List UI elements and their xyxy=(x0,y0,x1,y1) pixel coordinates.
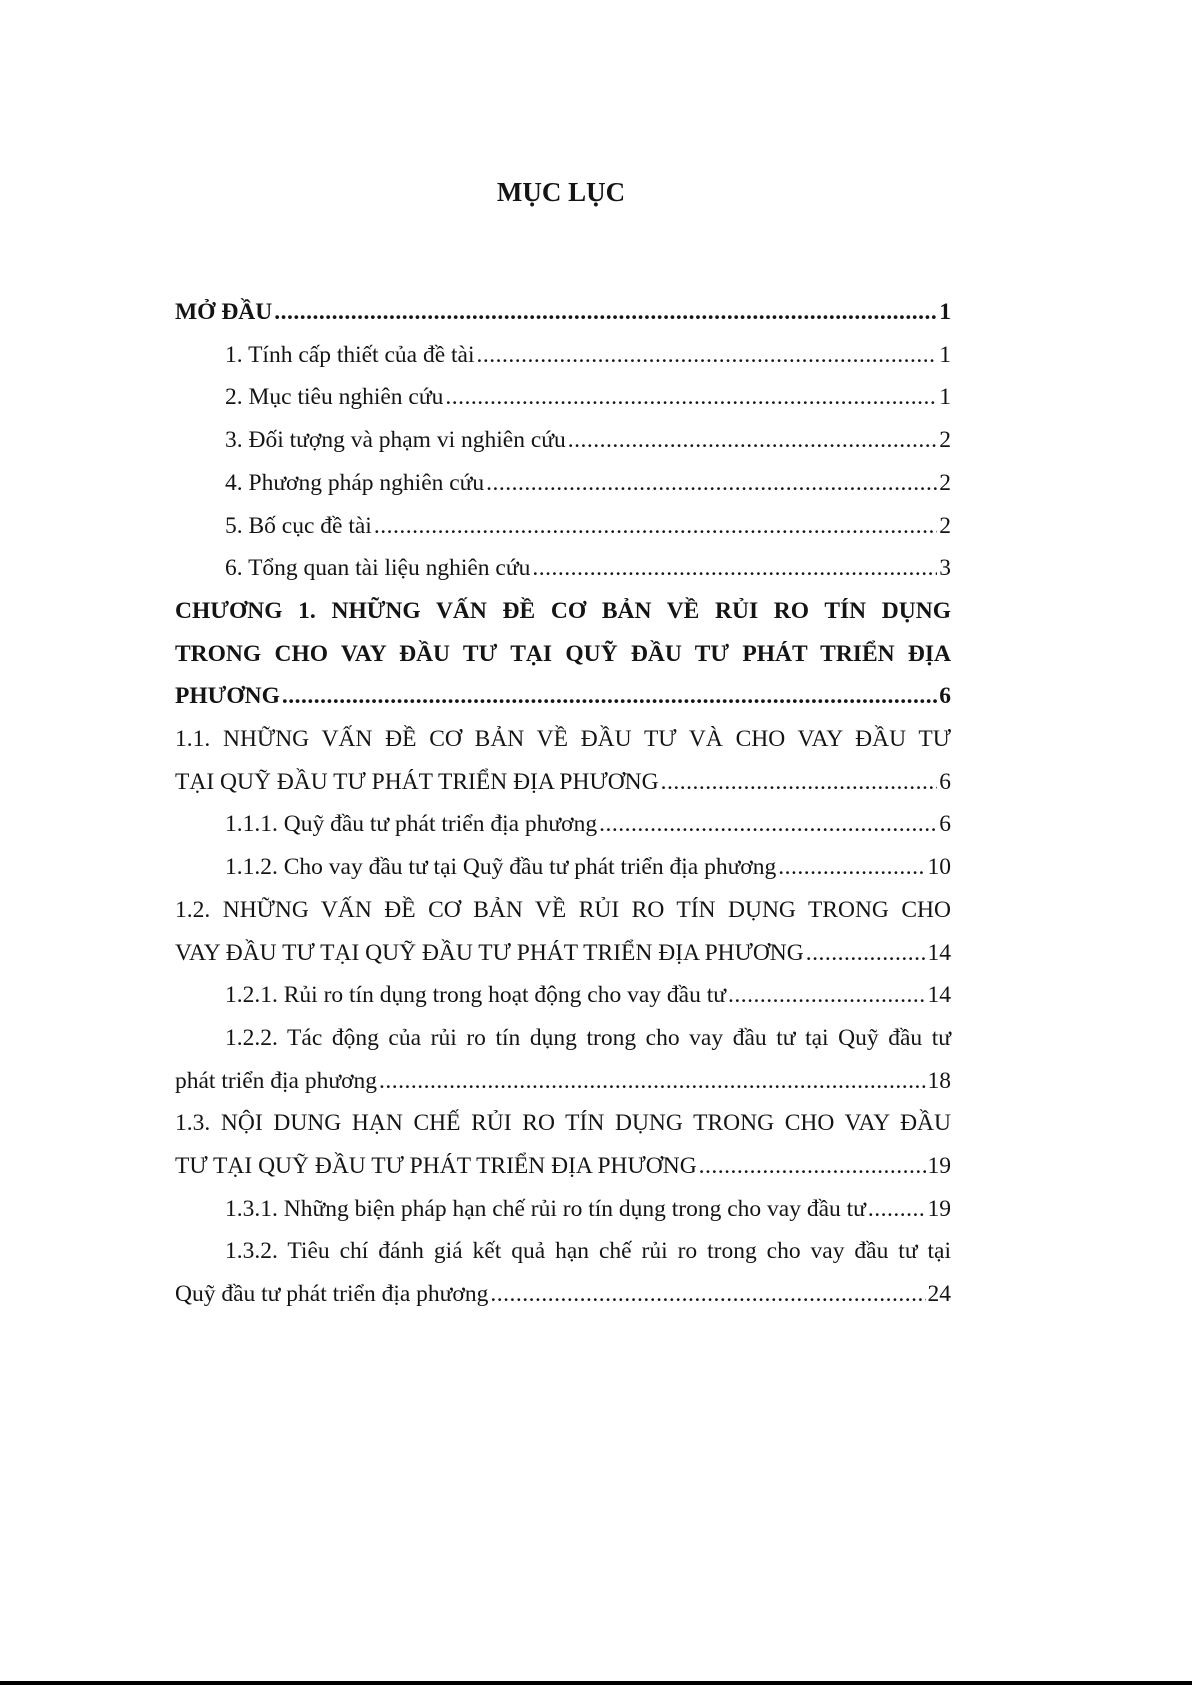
toc-entry-4[interactable] xyxy=(175,462,951,505)
toc-page-number: 3 xyxy=(939,555,951,582)
toc-entry-title-line: TƯ TẠI QUỸ ĐẦU TƯ PHÁT TRIỂN ĐỊA PHƯƠNG xyxy=(175,1153,697,1180)
toc-entry-1-1-2[interactable] xyxy=(175,846,951,889)
toc-entry-title-line: 1.1. NHỮNG VẤN ĐỀ CƠ BẢN VỀ ĐẦU TƯ VÀ CHO VAY ĐẦU TƯ xyxy=(175,726,951,753)
toc-entry-2[interactable] xyxy=(175,376,951,419)
toc-entry-title: 4. Phương pháp nghiên cứu xyxy=(225,469,485,496)
toc-entry-6[interactable] xyxy=(175,547,951,590)
toc-page-number: 14 xyxy=(927,982,951,1009)
toc-entry-1-3-1[interactable] xyxy=(175,1188,951,1231)
toc-entry-title: 3. Đối tượng và phạm vi nghiên cứu xyxy=(225,427,566,454)
toc-entry-3[interactable] xyxy=(175,419,951,462)
toc-entry-title-line: TRONG CHO VAY ĐẦU TƯ TẠI QUỸ ĐẦU TƯ PHÁT TRIỂN ĐỊA xyxy=(175,640,951,667)
toc-leader-dots xyxy=(568,419,938,462)
toc-entry-title: 2. Mục tiêu nghiên cứu xyxy=(225,384,444,411)
toc-entry-1-2[interactable] xyxy=(175,889,951,974)
toc-page-number: 6 xyxy=(939,768,951,795)
toc-leader-dots xyxy=(699,1145,926,1188)
toc-page-number: 24 xyxy=(927,1281,951,1308)
toc-entry-1-2-1[interactable] xyxy=(175,974,951,1017)
toc-leader-dots xyxy=(282,675,937,718)
toc-leader-dots xyxy=(274,291,937,334)
toc-page-number: 10 xyxy=(927,854,951,881)
toc-page-number: 14 xyxy=(927,939,951,966)
toc-entry-title: MỞ ĐẦU xyxy=(175,299,273,325)
page-title: MỤC LỤC xyxy=(496,177,626,207)
toc-entry-title-line: PHƯƠNG xyxy=(175,683,280,710)
toc-page-number: 6 xyxy=(939,811,951,838)
toc-page-number: 19 xyxy=(927,1153,951,1180)
toc-entry-title: 5. Bố cục đề tài xyxy=(225,512,372,539)
toc-leader-dots xyxy=(445,376,937,419)
table-of-contents xyxy=(175,291,951,1316)
toc-entry-1-3[interactable] xyxy=(175,1102,951,1187)
toc-entry-mo-dau[interactable] xyxy=(175,291,951,334)
toc-page-number: 1 xyxy=(939,299,951,325)
toc-entry-title: 1.1.2. Cho vay đầu tư tại Quỹ đầu tư phát triển địa phương xyxy=(225,854,777,881)
toc-leader-dots xyxy=(490,1273,925,1316)
toc-leader-dots xyxy=(379,1060,925,1103)
toc-leader-dots xyxy=(868,1188,926,1231)
toc-page-number: 2 xyxy=(939,469,951,496)
toc-entry-title: 1.1.1. Quỹ đầu tư phát triển địa phương xyxy=(225,811,598,838)
toc-page-number: 1 xyxy=(939,384,951,411)
toc-entry-title-line: Quỹ đầu tư phát triển địa phương xyxy=(175,1281,489,1308)
toc-entry-chapter-1[interactable] xyxy=(175,590,951,718)
toc-entry-title: 1. Tính cấp thiết của đề tài xyxy=(225,341,475,368)
toc-entry-title-line: 1.2.2. Tác động của rủi ro tín dụng trong cho vay đầu tư tại Quỹ đầu tư xyxy=(225,1024,951,1051)
toc-leader-dots xyxy=(661,761,938,804)
toc-leader-dots xyxy=(806,932,926,975)
toc-leader-dots xyxy=(532,547,937,590)
toc-entry-title: 6. Tổng quan tài liệu nghiên cứu xyxy=(225,555,531,582)
page-bottom-border xyxy=(0,1681,1192,1685)
toc-page-number: 18 xyxy=(927,1067,951,1094)
toc-entry-5[interactable] xyxy=(175,505,951,548)
toc-entry-title-line: 1.3.2. Tiêu chí đánh giá kết quả hạn chế rủi ro trong cho vay đầu tư tại xyxy=(225,1238,951,1265)
toc-page-number: 2 xyxy=(939,512,951,539)
toc-leader-dots xyxy=(778,846,925,889)
toc-leader-dots xyxy=(374,505,937,548)
toc-entry-1-3-2[interactable] xyxy=(175,1230,951,1315)
toc-leader-dots xyxy=(728,974,926,1017)
toc-entry-title-line: phát triển địa phương xyxy=(175,1067,378,1094)
toc-page-number: 6 xyxy=(939,683,951,710)
toc-leader-dots xyxy=(486,462,937,505)
toc-leader-dots xyxy=(477,334,938,377)
toc-entry-title-line: 1.3. NỘI DUNG HẠN CHẾ RỦI RO TÍN DỤNG TRONG CHO VAY ĐẦU xyxy=(175,1110,951,1137)
toc-entry-1-2-2[interactable] xyxy=(175,1017,951,1102)
toc-entry-title-line: 1.2. NHỮNG VẤN ĐỀ CƠ BẢN VỀ RỦI RO TÍN DỤNG TRONG CHO xyxy=(175,896,951,923)
toc-entry-1-1[interactable] xyxy=(175,718,951,803)
toc-entry-1-1-1[interactable] xyxy=(175,803,951,846)
toc-entry-title-line: CHƯƠNG 1. NHỮNG VẤN ĐỀ CƠ BẢN VỀ RỦI RO TÍN DỤNG xyxy=(175,597,951,624)
toc-leader-dots xyxy=(599,803,937,846)
toc-page-number: 1 xyxy=(939,341,951,368)
toc-entry-1[interactable] xyxy=(175,334,951,377)
toc-page-number: 19 xyxy=(927,1195,951,1222)
toc-page-number: 2 xyxy=(939,427,951,454)
toc-entry-title: 1.3.1. Những biện pháp hạn chế rủi ro tín dụng trong cho vay đầu tư xyxy=(225,1195,866,1222)
toc-entry-title-line: TẠI QUỸ ĐẦU TƯ PHÁT TRIỂN ĐỊA PHƯƠNG xyxy=(175,768,659,795)
toc-entry-title-line: VAY ĐẦU TƯ TẠI QUỸ ĐẦU TƯ PHÁT TRIỂN ĐỊA PHƯƠNG xyxy=(175,939,804,966)
toc-entry-title: 1.2.1. Rủi ro tín dụng trong hoạt động cho vay đầu tư xyxy=(225,982,726,1009)
